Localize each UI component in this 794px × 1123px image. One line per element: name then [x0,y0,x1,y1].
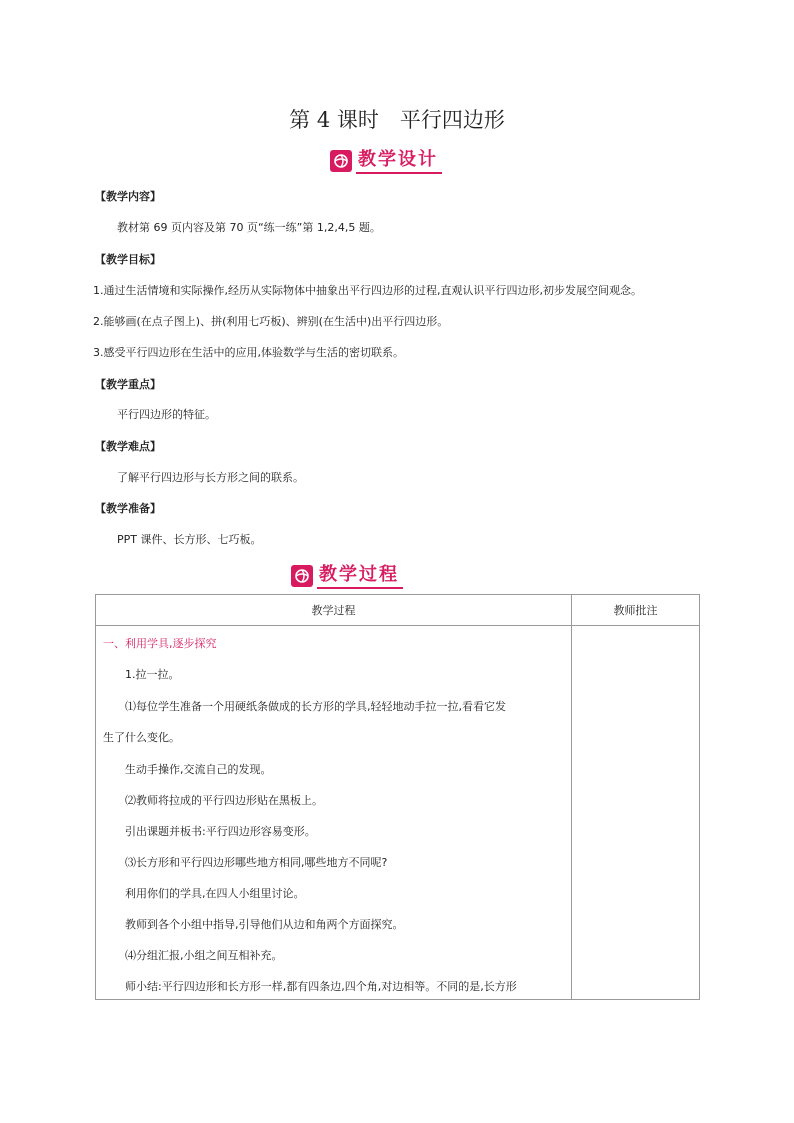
teaching-design-banner [330,148,442,174]
teaching-design-label: 教学设计 [356,149,442,174]
process-cell [96,626,572,1000]
col-header-notes: 教师批注 [572,595,700,626]
notes-cell [572,626,700,1000]
list-item: 生动手操作,交流自己的发现。 [125,763,272,776]
list-item: 生了什么变化。 [103,731,180,744]
prep-heading: 【教学准备】 [95,502,161,515]
list-item: 引出课题并板书:平行四边形容易变形。 [125,825,316,838]
list-item: ⑶长方形和平行四边形哪些地方相同,哪些地方不同呢? [125,856,388,869]
flower-logo-icon [330,150,352,172]
goal-1: 1.通过生活情境和实际操作,经历从实际物体中抽象出平行四边形的过程,直观认识平行四边形,初步发展空间观念。 [93,284,642,297]
list-item: 师小结:平行四边形和长方形一样,都有四条边,四个角,对边相等。不同的是,长方形 [125,980,517,993]
goals-heading: 【教学目标】 [95,253,161,266]
teaching-process-label: 教学过程 [317,564,403,589]
content-heading: 【教学内容】 [95,190,161,203]
content-text: 教材第 69 页内容及第 70 页“练一练”第 1,2,4,5 题。 [117,221,381,234]
goal-2: 2.能够画(在点子图上)、拼(利用七巧板)、辨别(在生活中)出平行四边形。 [93,315,449,328]
list-item: ⑵教师将拉成的平行四边形贴在黑板上。 [125,794,323,807]
list-item: 教师到各个小组中指导,引导他们从边和角两个方面探究。 [125,918,404,931]
section-title: 一、利用学具,逐步探究 [103,637,217,650]
col-header-process: 教学过程 [96,595,572,626]
prep-text: PPT 课件、长方形、七巧板。 [117,533,262,546]
lesson-title: 第 4 课时 平行四边形 [289,108,505,132]
list-item: 1.拉一拉。 [125,668,180,681]
teaching-process-banner [291,563,403,589]
difficulty-heading: 【教学难点】 [95,440,161,453]
difficulty-text: 了解平行四边形与长方形之间的联系。 [117,471,304,484]
list-item: 利用你们的学具,在四人小组里讨论。 [125,887,305,900]
list-item: ⑷分组汇报,小组之间互相补充。 [125,949,283,962]
flower-logo-icon [291,565,313,587]
key-text: 平行四边形的特征。 [117,408,216,421]
process-table [95,594,700,1000]
list-item: ⑴每位学生准备一个用硬纸条做成的长方形的学具,轻轻地动手拉一拉,看看它发 [125,700,506,713]
key-heading: 【教学重点】 [95,378,161,391]
goal-3: 3.感受平行四边形在生活中的应用,体验数学与生活的密切联系。 [93,346,404,359]
